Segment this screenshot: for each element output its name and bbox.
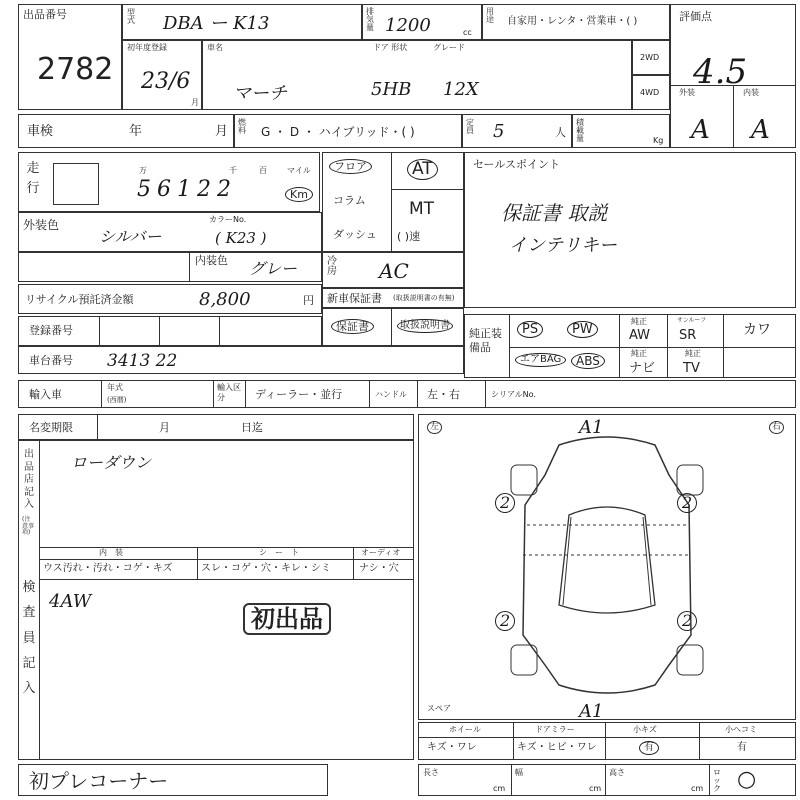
serial-label: シリアルNo. <box>491 390 536 399</box>
shift-floor: フロア <box>329 159 372 174</box>
interior-options: ウス汚れ・汚れ・コゲ・キズ <box>43 563 173 574</box>
equipment-box: 純正装備品 PS PW 純正 AW サンルーフ SR カワ エアBAG ABS 純正 ナビ 純正 TV <box>464 314 796 378</box>
sales-points-line-1: 保証書 取説 <box>501 201 608 225</box>
name-change-box: 名変期限 月 日迄 <box>18 414 414 440</box>
chassis-label: 車台番号 <box>29 354 73 367</box>
lot-number-label: 出品番号 <box>23 8 67 21</box>
mileage-label: 走行 <box>26 161 40 197</box>
exterior-color-label: 外装色 <box>23 218 60 232</box>
import-row: 輸入車 年式 (西暦) 輸入区分 ディーラー・並行 ハンドル 左・右 シリアルNo. <box>18 380 796 408</box>
shift-column: コラム <box>333 194 366 207</box>
trans-speed: ( )速 <box>397 230 421 243</box>
chassis-box <box>18 346 464 374</box>
import-label: 輸入車 <box>29 388 62 401</box>
legend-box: ホイール キズ・ワレ ドアミラー キズ・ヒビ・ワレ 小キズ 有 小ヘコミ 有 <box>418 722 796 760</box>
usage-box <box>482 4 670 40</box>
fuel-label: 燃料 <box>238 118 246 135</box>
import-type-options: ディーラー・並行 <box>255 388 343 401</box>
mileage-box: 走行 万 千 百 56122 マイル Km <box>18 152 320 212</box>
sales-points-line-2: インテリキー <box>509 235 617 256</box>
tire-front-right: 2 <box>677 493 697 513</box>
tire-rear-right: 2 <box>677 611 697 631</box>
spare-label: スペア <box>427 704 451 713</box>
diagram-left-label: 左 <box>427 421 442 434</box>
first-reg-box <box>122 40 202 110</box>
first-reg-label: 初年度登録 <box>127 43 167 52</box>
color-no-label: カラーNo. <box>209 215 247 224</box>
body-value: 5HB <box>371 79 412 100</box>
exterior-color-box <box>18 212 322 252</box>
trans-mt: MT <box>409 199 435 219</box>
mileage-value: 56122 <box>137 177 237 202</box>
interior-grade-label: 内装 <box>743 88 759 97</box>
model-label: 型式 <box>127 8 135 25</box>
first-listing-stamp: 初出品 <box>243 603 331 635</box>
interior-color-label: 内装色 <box>195 254 228 267</box>
damage-mark-front: A1 <box>579 417 604 438</box>
warranty-label: 新車保証書 <box>327 292 382 305</box>
usage-options: 自家用・レンタ・営業車・( ) <box>507 16 638 27</box>
grade-label: 評価点 <box>679 10 712 23</box>
audio-options: ナシ・穴 <box>359 563 399 574</box>
lot-number-box <box>18 4 122 110</box>
warranty-sub: (取扱説明書の有無) <box>393 294 455 302</box>
inspection-label: 車検 <box>27 124 54 139</box>
equip-ps: PS <box>517 321 543 338</box>
displacement-box <box>362 4 482 40</box>
load-unit: Kg <box>653 136 664 145</box>
load-label: 積載量 <box>576 118 584 143</box>
equip-aw: AW <box>629 328 651 343</box>
drive-2wd: 2WD <box>632 40 670 75</box>
notes-inspector-box: 出品店記入 (注意事項) ローダウン 内 装 シ ー ト オーディオ ウス汚れ・汚れ・コゲ・キズ スレ・コゲ・穴・キレ・シミ ナシ・穴 検査員記入 4AW 初出品 <box>18 440 414 760</box>
aircon-box <box>322 252 464 288</box>
notes-text: ローダウン <box>71 453 152 472</box>
grade-name-label: グレード <box>433 43 465 52</box>
exterior-color-value: シルバー <box>99 227 162 246</box>
diagram-right-label: 右 <box>769 421 784 434</box>
interior-color-box <box>18 252 322 282</box>
capacity-unit: 人 <box>555 126 566 139</box>
inspection-expiry-box <box>18 114 234 148</box>
door-label: ドア 形状 <box>373 43 408 52</box>
displacement-unit: cc <box>463 28 472 37</box>
recycle-label: リサイクル預託済金額 <box>25 293 134 306</box>
rock-value: ○ <box>737 767 757 792</box>
equip-tv: TV <box>683 361 700 376</box>
exterior-grade: A <box>691 115 710 145</box>
seat-options: スレ・コゲ・穴・キレ・シミ <box>201 563 331 574</box>
warranty-book: 保証書 <box>331 319 374 334</box>
recycle-value: 8,800 <box>199 289 251 310</box>
sales-points-box <box>464 152 796 308</box>
dimensions-row: 長さ cm 幅 cm 高さ cm ロック ○ <box>418 764 796 796</box>
corner-text: 初プレコーナー <box>29 769 169 793</box>
equip-abs: ABS <box>571 353 605 369</box>
inspector-notes: 4AW <box>49 591 92 612</box>
lot-number: 2782 <box>37 52 114 87</box>
model-value: DBA ー K13 <box>163 13 270 34</box>
warranty-header <box>322 288 464 308</box>
import-type-label: 輸入区分 <box>217 383 241 403</box>
notes-label: 出品店記入 <box>24 449 34 510</box>
mileage-unit-mile: マイル <box>287 166 311 175</box>
damage-diagram <box>418 414 796 720</box>
interior-color-value: グレー <box>249 259 298 278</box>
aircon-label: 冷房 <box>327 256 337 277</box>
fuel-box <box>234 114 462 148</box>
capacity-value: 5 <box>493 121 505 142</box>
displacement-label: 排気量 <box>366 7 374 32</box>
color-no-value: ( K23 ) <box>215 229 267 247</box>
aircon-value: AC <box>379 259 409 283</box>
mirror-options: キズ・ヒビ・ワレ <box>517 742 597 753</box>
name-change-label: 名変期限 <box>29 421 73 434</box>
capacity-box <box>462 114 572 148</box>
equip-pw: PW <box>567 321 598 338</box>
equip-leather: カワ <box>743 322 771 338</box>
inspector-label: 検査員記入 <box>22 580 36 697</box>
load-box <box>572 114 670 148</box>
damage-mark-rear: A1 <box>579 701 604 720</box>
warranty-box <box>322 308 464 346</box>
equip-airbag: エアBAG <box>515 353 566 367</box>
manual-book: 取扱説明書 <box>397 319 453 333</box>
sales-points-label: セールスポイント <box>473 158 561 171</box>
tire-front-left: 2 <box>495 493 515 513</box>
shift-dash: ダッシュ <box>333 228 377 241</box>
recycle-unit: 円 <box>303 294 314 307</box>
notes-sub: (注意事項) <box>22 516 35 537</box>
usage-label: 用途 <box>486 7 494 24</box>
import-year-label: 年式 <box>107 383 123 392</box>
grade-box <box>670 4 796 148</box>
equip-sr: SR <box>679 328 697 343</box>
mileage-unit-km: Km <box>285 187 313 202</box>
tire-rear-left: 2 <box>495 611 515 631</box>
equipment-label: 純正装備品 <box>469 327 502 355</box>
car-name-label: 車名 <box>207 43 223 52</box>
reg-no-label: 登録番号 <box>29 324 73 337</box>
interior-grade: A <box>751 115 770 145</box>
first-reg-month: 月 <box>191 98 199 107</box>
handle-label: ハンドル <box>375 390 407 399</box>
trans-at: AT <box>407 159 438 180</box>
drive-4wd: 4WD <box>632 75 670 110</box>
wheel-options: キズ・ワレ <box>427 742 477 753</box>
first-reg-value: 23/6 <box>141 69 191 94</box>
equip-navi: ナビ <box>629 361 656 376</box>
recycle-box <box>18 284 322 314</box>
inspection-month-label: 月 <box>215 124 229 139</box>
fuel-options: G ・ D ・ ハイブリッド・( ) <box>261 125 415 139</box>
displacement-value: 1200 <box>385 15 431 36</box>
car-outline-svg <box>419 415 796 720</box>
corner-box <box>18 764 328 796</box>
shift-box <box>322 152 464 252</box>
inspection-year-label: 年 <box>129 124 143 139</box>
handle-options: 左・右 <box>427 388 460 401</box>
car-name-value: マーチ <box>233 83 287 104</box>
small-scratch-value: 有 <box>639 741 659 755</box>
model-box <box>122 4 362 40</box>
car-name-box <box>202 40 632 110</box>
reg-no-box <box>18 316 322 346</box>
trim-value: 12X <box>443 79 479 100</box>
capacity-label: 定員 <box>466 118 474 135</box>
small-dent-value: 有 <box>737 742 747 753</box>
grade-value: 4.5 <box>693 52 748 92</box>
exterior-grade-label: 外装 <box>679 88 695 97</box>
chassis-value: 3413 22 <box>107 351 178 371</box>
